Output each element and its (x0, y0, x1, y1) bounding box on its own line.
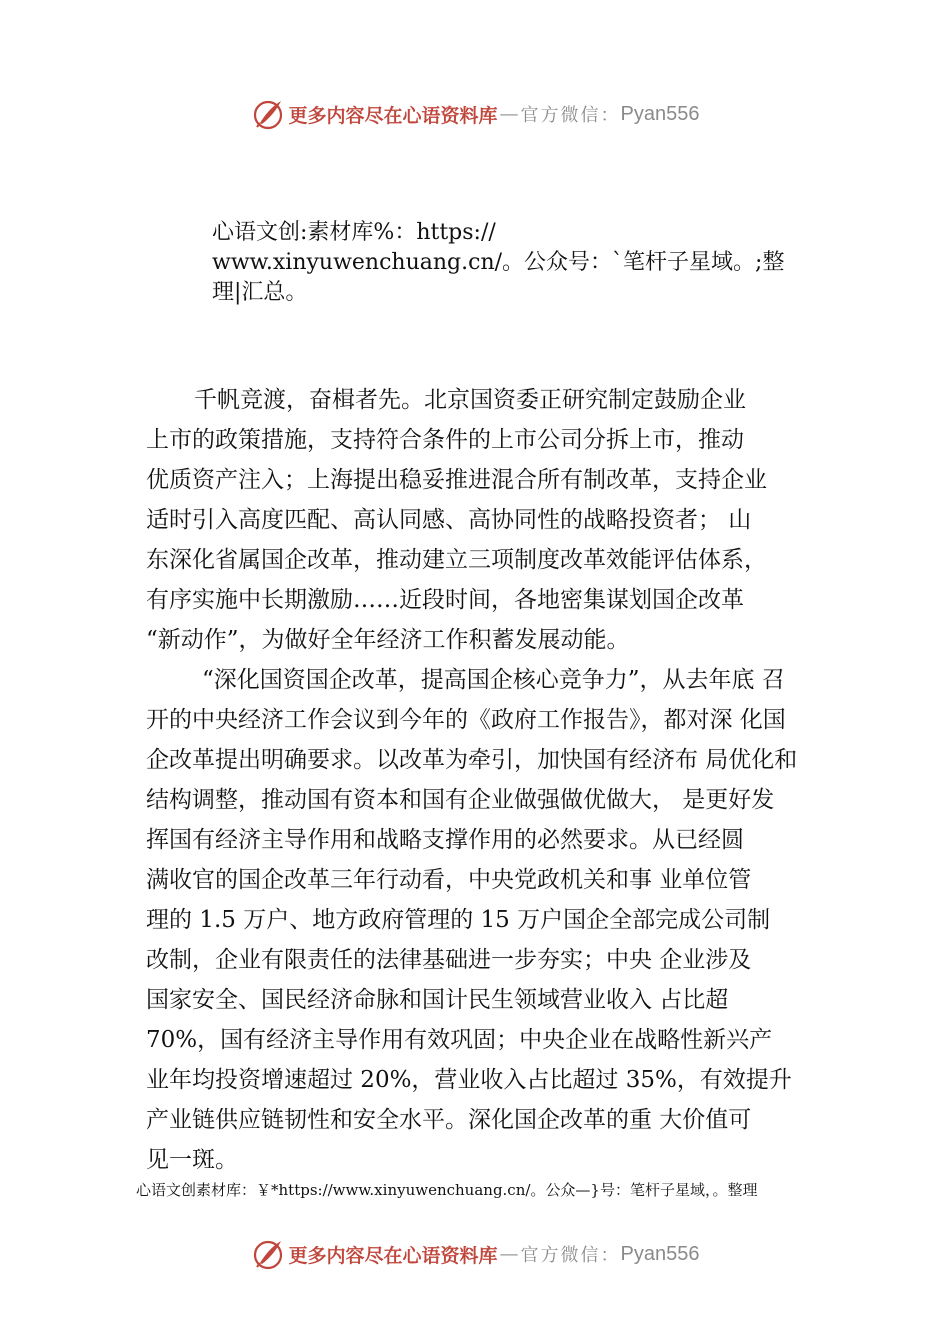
body-line: 业年均投资增速超过 20%，营业收入占比超过 35%，有效提升 (146, 1067, 792, 1093)
banner-main-text: 更多内容尽在心语资料库 (288, 1244, 498, 1267)
banner-dash: — (499, 1243, 519, 1265)
header-banner (0, 94, 950, 134)
body-line: 挥国有经济主导作用和战略支撑作用的必然要求。从已经圆 (146, 827, 744, 853)
body-line: 东深化省属国企改革，推动建立三项制度改革效能评估体系， (146, 547, 767, 573)
body-line: 见一斑。 (146, 1147, 238, 1173)
banner-wechat-id: Pyan556 (620, 102, 700, 125)
body-line: 企改革提出明确要求。以改革为牵引，加快国有经济布 局优化和 (146, 747, 798, 773)
body-line: 理的 1.5 万户、地方政府管理的 15 万户国企全部完成公司制 (146, 907, 771, 933)
body-line: 千帆竞渡，奋楫者先。北京国资委正研究制定鼓励企业 (194, 387, 746, 413)
source-note-line: 心语文创:素材库%：https:// (212, 220, 496, 245)
body-line: 上市的政策措施，支持符合条件的上市公司分拆上市，推动 (146, 427, 744, 453)
body-line: 适时引入高度匹配、高认同感、高协同性的战略投资者； 山 (146, 507, 752, 533)
body-line: 国家安全、国民经济命脉和国计民生领域营业收入 占比超 (146, 987, 729, 1013)
body-line: 70%，国有经济主导作用有效巩固；中央企业在战略性新兴产 (146, 1027, 773, 1053)
banner-sub-text: 官方微信： (520, 105, 621, 126)
body-line: 开的中央经济工作会议到今年的《政府工作报告》，都对深 化国 (146, 707, 786, 733)
footer-source-note: 心语文创素材库：￥*https://www.xinyuwenchuang.cn/。公众—}号：笔杆子星域，。整理 (136, 1181, 758, 1199)
banner-main-text: 更多内容尽在心语资料库 (288, 104, 498, 127)
quill-pen-logo-icon (251, 97, 285, 131)
article-body (146, 380, 836, 1180)
body-line: 改制，企业有限责任的法律基础进一步夯实；中央 企业涉及 (146, 947, 752, 973)
body-line: “新动作”，为做好全年经济工作积蓄发展动能。 (146, 627, 630, 653)
body-line: 满收官的国企改革三年行动看，中央党政机关和事 业单位管 (146, 867, 752, 893)
body-line: 有序实施中长期激励……近段时间，各地密集谋划国企改革 (146, 587, 744, 613)
quill-pen-logo-icon (251, 1237, 285, 1271)
banner-sub-text: 官方微信： (520, 1245, 621, 1266)
footer-banner (0, 1234, 950, 1274)
body-line: “深化国资国企改革，提高国企核心竞争力”，从去年底 召 (202, 667, 785, 693)
banner-wechat-id: Pyan556 (620, 1242, 700, 1265)
body-line: 产业链供应链韧性和安全水平。深化国企改革的重 大价值可 (146, 1107, 752, 1133)
banner-dash: — (499, 103, 519, 125)
body-line: 结构调整，推动国有资本和国有企业做强做优做大， 是更好发 (146, 787, 775, 813)
source-note (212, 218, 832, 308)
source-note-line: www.xinyuwenchuang.cn/。公众号：`笔杆子星域。;整 (212, 250, 785, 275)
body-line: 优质资产注入；上海提出稳妥推进混合所有制改革，支持企业 (146, 467, 767, 493)
source-note-line: 理|汇总。 (212, 280, 308, 305)
